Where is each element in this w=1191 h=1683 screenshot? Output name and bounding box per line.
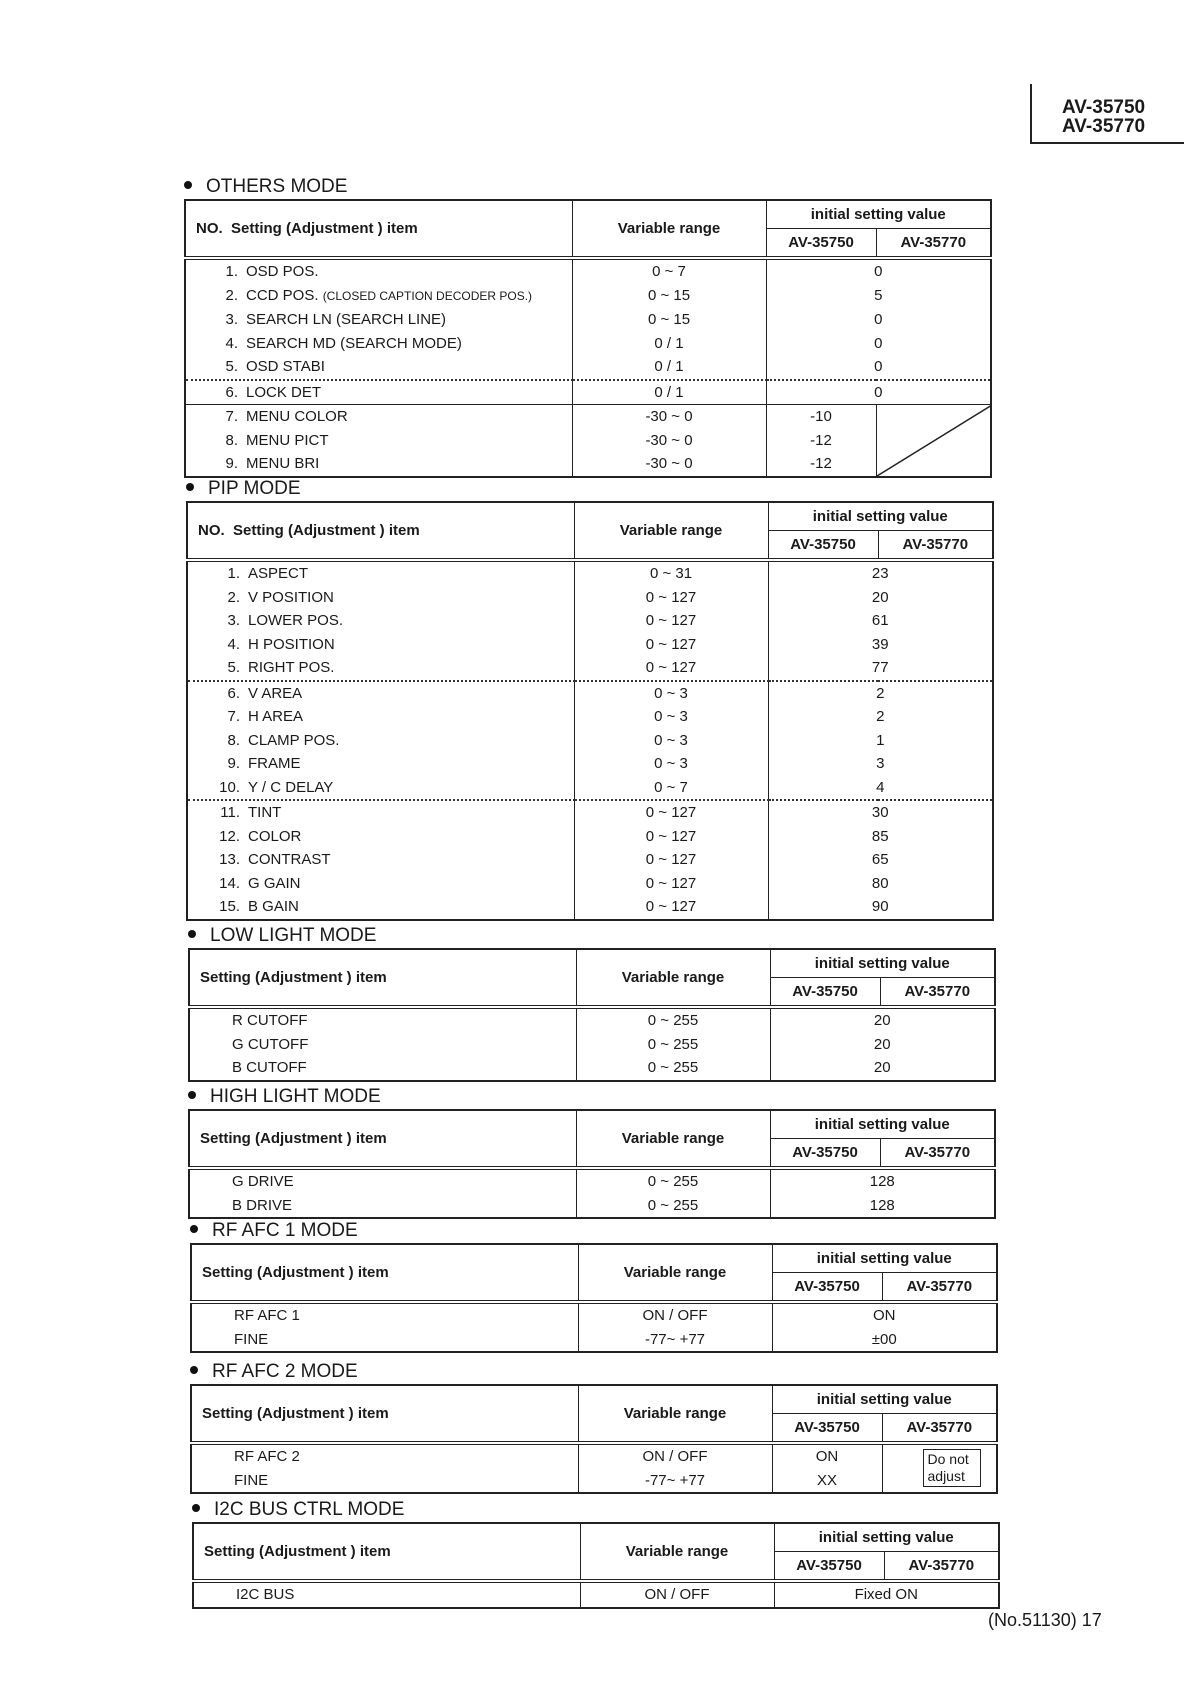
column-header-initial: initial setting value xyxy=(774,1523,999,1552)
range-value: 0 ~ 7 xyxy=(574,776,768,801)
table-row xyxy=(191,1469,997,1494)
column-header-model2: AV-35770 xyxy=(882,1273,997,1303)
range-value: 0 / 1 xyxy=(572,380,766,405)
item-name: COLOR xyxy=(248,827,302,845)
range-value: 0 / 1 xyxy=(572,332,766,356)
column-header-initial: initial setting value xyxy=(770,949,995,978)
range-value: 0 ~ 3 xyxy=(574,752,768,776)
column-header-model1: AV-35750 xyxy=(772,1273,882,1303)
others-mode-table xyxy=(184,199,992,478)
column-header-initial: initial setting value xyxy=(772,1385,997,1414)
range-value: 0 ~ 255 xyxy=(576,1168,770,1194)
page-number: (No.51130) 17 xyxy=(988,1610,1102,1630)
initial-value: 4 xyxy=(768,776,993,801)
item-name: B CUTOFF xyxy=(189,1056,576,1081)
table-row: 11. TINT 0 ~ 127 30 xyxy=(187,800,993,825)
section-title: I2C BUS CTRL MODE xyxy=(192,1498,1000,1522)
initial-value: ±00 xyxy=(772,1328,997,1353)
range-value: -30 ~ 0 xyxy=(572,405,766,429)
item-name: B GAIN xyxy=(248,898,299,915)
item-name: MENU PICT xyxy=(246,431,329,449)
table-row: 3. LOWER POS. 0 ~ 127 61 xyxy=(187,609,993,633)
column-header-range: Variable range xyxy=(580,1523,774,1581)
initial-value: 128 xyxy=(770,1168,995,1194)
item-name: H AREA xyxy=(248,708,304,725)
table-row: 13. CONTRAST 0 ~ 127 65 xyxy=(187,848,993,872)
initial-value: 20 xyxy=(770,1056,995,1081)
column-header-range: Variable range xyxy=(576,1110,770,1168)
bullet-icon xyxy=(192,1504,200,1512)
item-name: B DRIVE xyxy=(189,1194,576,1219)
item-name: RIGHT POS. xyxy=(248,659,335,676)
rf-afc1-mode-section xyxy=(190,1219,998,1353)
range-value: 0 ~ 127 xyxy=(574,848,768,872)
table-row xyxy=(189,1168,995,1194)
column-header-initial: initial setting value xyxy=(768,502,993,531)
range-value: 0 ~ 3 xyxy=(574,681,768,706)
low-light-mode-section xyxy=(188,924,996,1082)
item-name: V POSITION xyxy=(248,588,334,606)
item-name: FRAME xyxy=(248,755,301,772)
column-header-item: NO. Setting (Adjustment ) item xyxy=(185,200,572,258)
initial-value: 128 xyxy=(770,1194,995,1219)
others-mode-section xyxy=(184,175,992,478)
initial-value: 23 xyxy=(768,560,993,586)
range-value: 0 ~ 127 xyxy=(574,609,768,633)
item-name: OSD STABI xyxy=(246,358,325,375)
column-header-range: Variable range xyxy=(578,1244,772,1302)
table-row xyxy=(191,1302,997,1328)
item-name: FINE xyxy=(191,1328,578,1353)
initial-value: ON xyxy=(772,1302,997,1328)
section-title: RF AFC 2 MODE xyxy=(190,1360,998,1384)
range-value: 0 ~ 7 xyxy=(572,258,766,284)
table-row: 1. OSD POS. 0 ~ 7 0 xyxy=(185,258,991,284)
initial-value: -12 xyxy=(766,452,876,477)
item-name: CLAMP POS. xyxy=(248,731,340,749)
range-value: -30 ~ 0 xyxy=(572,452,766,477)
column-header-item: Setting (Adjustment ) item xyxy=(193,1523,580,1581)
section-title: PIP MODE xyxy=(186,477,994,501)
column-header-model2: AV-35770 xyxy=(880,1139,995,1169)
high-light-mode-section xyxy=(188,1085,996,1219)
item-name: MENU BRI xyxy=(246,455,320,472)
item-name: R CUTOFF xyxy=(189,1007,576,1033)
bullet-icon xyxy=(184,181,192,189)
model-number: AV-35750 xyxy=(1062,97,1146,118)
range-value: 0 ~ 255 xyxy=(576,1056,770,1081)
range-value: 0 ~ 255 xyxy=(576,1194,770,1219)
column-header-initial: initial setting value xyxy=(766,200,991,229)
initial-value: 65 xyxy=(768,848,993,872)
column-header-model1: AV-35750 xyxy=(770,1139,880,1169)
range-value: ON / OFF xyxy=(578,1443,772,1469)
initial-value: 0 xyxy=(766,332,991,356)
column-header-model1: AV-35750 xyxy=(768,531,878,561)
table-row: 2. V POSITION 0 ~ 127 20 xyxy=(187,586,993,610)
initial-value: -12 xyxy=(766,429,876,453)
initial-value: 30 xyxy=(768,800,993,825)
bullet-icon xyxy=(186,483,194,491)
item-name: Y / C DELAY xyxy=(248,778,334,796)
item-name: CONTRAST xyxy=(248,851,331,868)
table-row xyxy=(191,1443,997,1469)
column-header-model2: AV-35770 xyxy=(882,1414,997,1444)
do-not-adjust-note: Do not adjust xyxy=(923,1449,981,1487)
range-value: 0 ~ 127 xyxy=(574,586,768,610)
table-row xyxy=(189,1194,995,1219)
initial-value: ON xyxy=(772,1443,882,1469)
column-header-model2: AV-35770 xyxy=(876,229,991,259)
column-header-range: Variable range xyxy=(572,200,766,258)
initial-value: 2 xyxy=(768,681,993,706)
section-title: HIGH LIGHT MODE xyxy=(188,1085,996,1109)
column-header-item: NO. Setting (Adjustment ) item xyxy=(187,502,574,560)
item-name: ASPECT xyxy=(248,565,309,582)
table-row xyxy=(189,1007,995,1033)
item-note: (CLOSED CAPTION DECODER POS.) xyxy=(322,288,533,303)
table-row xyxy=(191,1328,997,1353)
range-value: -30 ~ 0 xyxy=(572,429,766,453)
not-applicable-cell xyxy=(876,405,991,477)
rf-afc2-mode-table xyxy=(190,1384,998,1494)
bullet-icon xyxy=(188,1091,196,1099)
initial-value: 0 xyxy=(766,258,991,284)
table-row: 4. H POSITION 0 ~ 127 39 xyxy=(187,633,993,657)
initial-value: 20 xyxy=(770,1033,995,1057)
range-value: 0 ~ 127 xyxy=(574,633,768,657)
initial-value: 2 xyxy=(768,705,993,729)
table-row: 5. OSD STABI 0 / 1 0 xyxy=(185,355,991,380)
range-value: 0 ~ 127 xyxy=(574,825,768,849)
table-row: 8. CLAMP POS. 0 ~ 3 1 xyxy=(187,729,993,753)
table-row: 3. SEARCH LN (SEARCH LINE) 0 ~ 15 0 xyxy=(185,308,991,332)
initial-value: 3 xyxy=(768,752,993,776)
table-row: 6. V AREA 0 ~ 3 2 xyxy=(187,681,993,706)
item-name: LOWER POS. xyxy=(248,612,344,629)
high-light-mode-table xyxy=(188,1109,996,1219)
item-name: H POSITION xyxy=(248,635,335,653)
bullet-icon xyxy=(188,930,196,938)
item-name: G DRIVE xyxy=(189,1168,576,1194)
initial-value: 20 xyxy=(768,586,993,610)
table-row: 5. RIGHT POS. 0 ~ 127 77 xyxy=(187,656,993,681)
initial-value: Fixed ON xyxy=(774,1581,999,1608)
range-value: 0 / 1 xyxy=(572,355,766,380)
table-row: 9. MENU BRI -30 ~ 0 -12 xyxy=(185,452,991,477)
column-header-item: Setting (Adjustment ) item xyxy=(191,1385,578,1443)
table-row: 6. LOCK DET 0 / 1 0 xyxy=(185,380,991,405)
initial-value: 85 xyxy=(768,825,993,849)
table-row xyxy=(189,1033,995,1057)
column-header-initial: initial setting value xyxy=(772,1244,997,1273)
rf-afc2-mode-section xyxy=(190,1360,998,1494)
range-value: 0 ~ 3 xyxy=(574,729,768,753)
range-value: 0 ~ 3 xyxy=(574,705,768,729)
column-header-model2: AV-35770 xyxy=(878,531,993,561)
column-header-item: Setting (Adjustment ) item xyxy=(189,949,576,1007)
initial-value: 61 xyxy=(768,609,993,633)
item-name: TINT xyxy=(248,804,282,821)
range-value: 0 ~ 127 xyxy=(574,895,768,920)
column-header-range: Variable range xyxy=(574,502,768,560)
section-title: OTHERS MODE xyxy=(184,175,992,199)
column-header-model2: AV-35770 xyxy=(880,978,995,1008)
column-header-initial: initial setting value xyxy=(770,1110,995,1139)
column-header-item: Setting (Adjustment ) item xyxy=(189,1110,576,1168)
range-value: 0 ~ 255 xyxy=(576,1007,770,1033)
item-name: CCD POS. xyxy=(246,286,319,304)
item-name: MENU COLOR xyxy=(246,408,348,425)
bullet-icon xyxy=(190,1366,198,1374)
i2c-bus-ctrl-mode-section xyxy=(192,1498,1000,1609)
item-name: LOCK DET xyxy=(246,383,322,401)
range-value: -77~ +77 xyxy=(578,1469,772,1494)
item-name: V AREA xyxy=(248,684,303,702)
item-name: FINE xyxy=(191,1469,578,1494)
column-header-model1: AV-35750 xyxy=(772,1414,882,1444)
range-value: 0 ~ 127 xyxy=(574,800,768,825)
column-header-model1: AV-35750 xyxy=(770,978,880,1008)
column-header-range: Variable range xyxy=(578,1385,772,1443)
initial-value: 1 xyxy=(768,729,993,753)
table-row xyxy=(193,1581,999,1608)
range-value: 0 ~ 15 xyxy=(572,308,766,332)
column-header-model2: AV-35770 xyxy=(884,1552,999,1582)
bullet-icon xyxy=(190,1225,198,1233)
item-name: SEARCH MD (SEARCH MODE) xyxy=(246,334,462,352)
section-title: RF AFC 1 MODE xyxy=(190,1219,998,1243)
column-header-range: Variable range xyxy=(576,949,770,1007)
table-row: 4. SEARCH MD (SEARCH MODE) 0 / 1 0 xyxy=(185,332,991,356)
range-value: ON / OFF xyxy=(580,1581,774,1608)
low-light-mode-table xyxy=(188,948,996,1082)
initial-value: -10 xyxy=(766,405,876,429)
section-title: LOW LIGHT MODE xyxy=(188,924,996,948)
range-value: 0 ~ 31 xyxy=(574,560,768,586)
item-name: G GAIN xyxy=(248,874,301,892)
i2c-bus-ctrl-mode-table xyxy=(192,1522,1000,1609)
table-row: 10. Y / C DELAY 0 ~ 7 4 xyxy=(187,776,993,801)
initial-value: 90 xyxy=(768,895,993,920)
table-row: 9. FRAME 0 ~ 3 3 xyxy=(187,752,993,776)
initial-value: 80 xyxy=(768,872,993,896)
table-row: 14. G GAIN 0 ~ 127 80 xyxy=(187,872,993,896)
table-row: 1. ASPECT 0 ~ 31 23 xyxy=(187,560,993,586)
item-name: SEARCH LN (SEARCH LINE) xyxy=(246,311,447,328)
item-name: RF AFC 2 xyxy=(191,1443,578,1469)
model-number: AV-35770 xyxy=(1062,116,1146,137)
item-name: G CUTOFF xyxy=(189,1033,576,1057)
table-row: 2. CCD POS. (CLOSED CAPTION DECODER POS.) 0 ~ 15 5 xyxy=(185,284,991,309)
table-row: 7. H AREA 0 ~ 3 2 xyxy=(187,705,993,729)
rf-afc1-mode-table xyxy=(190,1243,998,1353)
item-name: RF AFC 1 xyxy=(191,1302,578,1328)
initial-value: 0 xyxy=(766,380,991,405)
diagonal-slash-icon xyxy=(877,405,992,476)
range-value: -77~ +77 xyxy=(578,1328,772,1353)
initial-value: 20 xyxy=(770,1007,995,1033)
column-header-item: Setting (Adjustment ) item xyxy=(191,1244,578,1302)
range-value: 0 ~ 15 xyxy=(572,284,766,309)
column-header-model1: AV-35750 xyxy=(774,1552,884,1582)
item-name: OSD POS. xyxy=(246,263,319,280)
pip-mode-table xyxy=(186,501,994,921)
table-row xyxy=(189,1056,995,1081)
table-row: 12. COLOR 0 ~ 127 85 xyxy=(187,825,993,849)
model-header xyxy=(1030,84,1184,144)
initial-value: 0 xyxy=(766,308,991,332)
initial-value: 77 xyxy=(768,656,993,681)
initial-value: 5 xyxy=(766,284,991,309)
item-name: I2C BUS xyxy=(193,1581,580,1608)
pip-mode-section xyxy=(186,477,994,921)
initial-value: 39 xyxy=(768,633,993,657)
initial-value: XX xyxy=(772,1469,882,1494)
range-value: 0 ~ 255 xyxy=(576,1033,770,1057)
range-value: 0 ~ 127 xyxy=(574,656,768,681)
initial-value: 0 xyxy=(766,355,991,380)
table-row: 15. B GAIN 0 ~ 127 90 xyxy=(187,895,993,920)
range-value: 0 ~ 127 xyxy=(574,872,768,896)
column-header-model1: AV-35750 xyxy=(766,229,876,259)
table-row: 8. MENU PICT -30 ~ 0 -12 xyxy=(185,429,991,453)
table-row: 7. MENU COLOR -30 ~ 0 -10 xyxy=(185,405,991,429)
range-value: ON / OFF xyxy=(578,1302,772,1328)
